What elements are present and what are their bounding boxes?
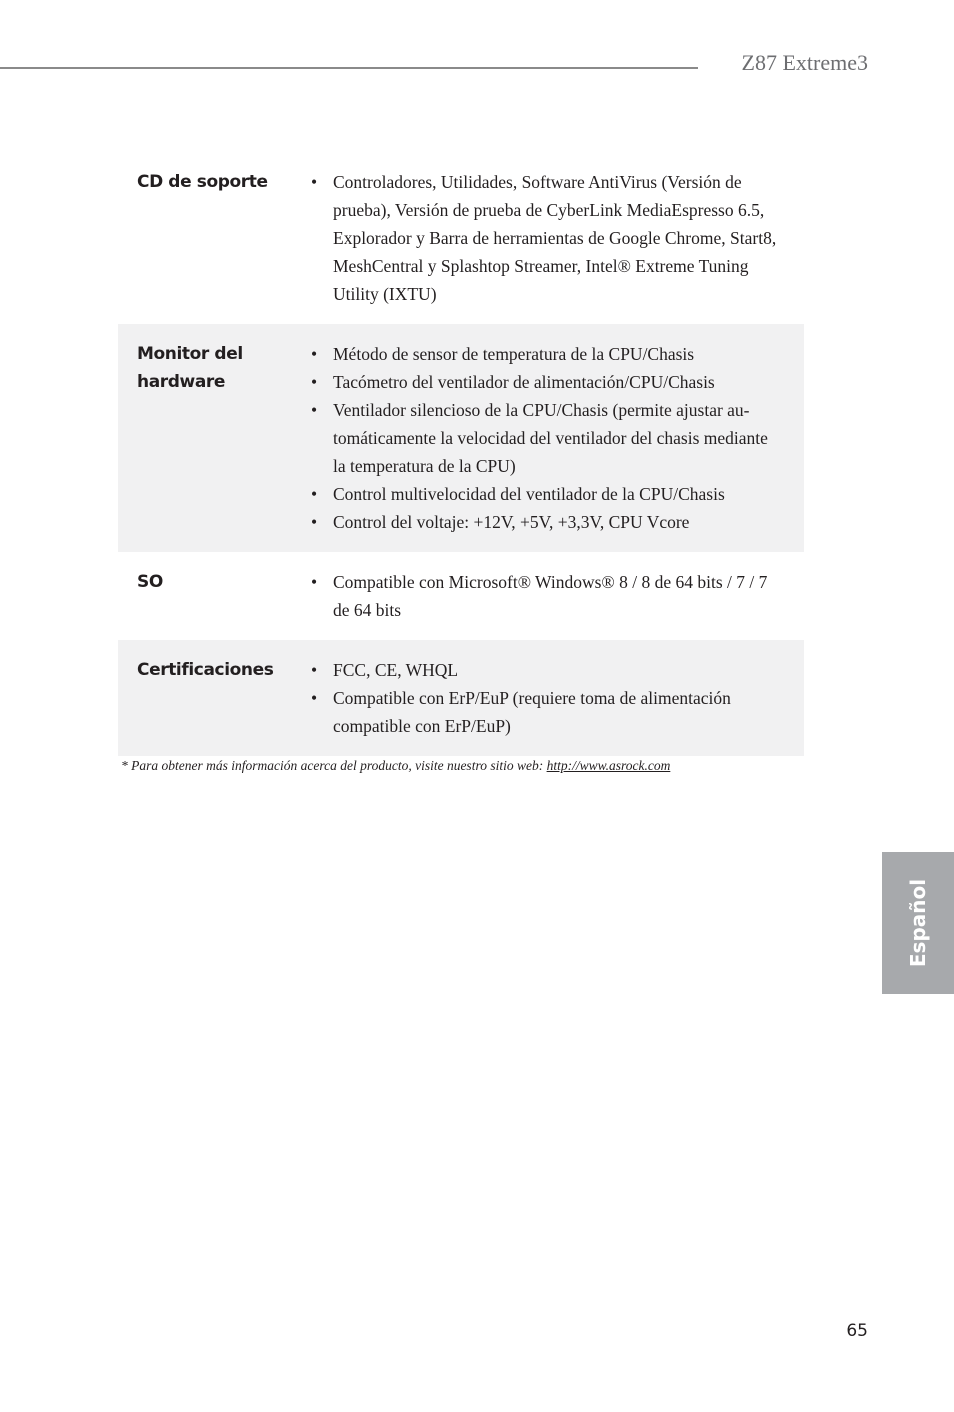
spec-item: • Ventilador silencioso de la CPU/Chasis (permite ajustar au-tomáticamente la velocidad del ventilador del chasis mediante la temperatura de la CPU) <box>295 396 804 480</box>
spec-items <box>295 656 804 740</box>
spec-items <box>295 568 804 624</box>
spec-label: SO <box>137 572 163 592</box>
spec-item: • Compatible con Microsoft® Windows® 8 / 8 de 64 bits / 7 / 7 de 64 bits <box>295 568 804 624</box>
spec-label: Monitor del hardware <box>137 344 243 392</box>
spec-items <box>295 340 804 536</box>
spec-item: • Tacómetro del ventilador de alimentación/CPU/Chasis <box>295 368 804 396</box>
spec-item: • FCC, CE, WHQL <box>295 656 804 684</box>
spec-table <box>118 160 804 756</box>
language-tab <box>882 852 954 994</box>
model-title: Z87 Extreme3 <box>741 50 868 75</box>
spec-row-certifications <box>118 640 804 756</box>
spec-item: • Control del voltaje: +12V, +5V, +3,3V, CPU Vcore <box>295 508 804 536</box>
spec-item: • Controladores, Utilidades, Software AntiVirus (Versión de prueba), Versión de prueba de CyberLink MediaEspresso 6.5, Explorador y Barra de herramientas de Google Chrome, Start8, MeshCentral y Splashtop Streamer, Intel® Extreme Tuning Utility (IXTU) <box>295 168 804 308</box>
spec-item: • Compatible con ErP/EuP (requiere toma de alimentación compatible con ErP/EuP) <box>295 684 804 740</box>
footnote <box>121 758 670 774</box>
page-number: 65 <box>846 1321 868 1341</box>
asrock-website-link[interactable]: http://www.asrock.com <box>546 758 671 773</box>
header-rule <box>0 67 698 69</box>
spec-row-os <box>118 552 804 640</box>
language-tab-label: Español <box>906 878 930 968</box>
footnote-text: * Para obtener más información acerca del producto, visite nuestro sitio web: <box>121 758 547 773</box>
spec-label: CD de soporte <box>137 172 268 192</box>
spec-row-support-cd <box>118 160 804 324</box>
spec-label: Certificaciones <box>137 660 274 680</box>
spec-row-hardware-monitor <box>118 324 804 552</box>
spec-item: • Método de sensor de temperatura de la CPU/Chasis <box>295 340 804 368</box>
spec-items <box>295 168 804 308</box>
spec-item: • Control multivelocidad del ventilador de la CPU/Chasis <box>295 480 804 508</box>
